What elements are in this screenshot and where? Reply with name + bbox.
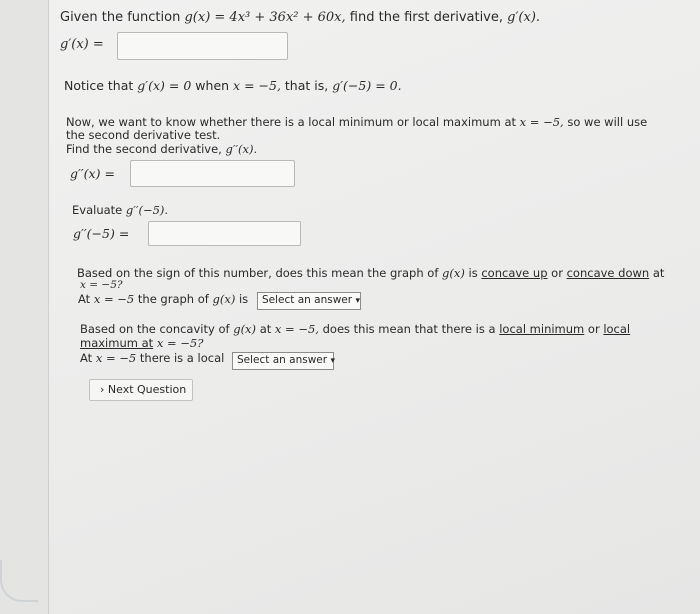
chevron-down-icon: ▾ bbox=[355, 296, 360, 306]
extremum-question-line2: maximum at x = −5? bbox=[80, 336, 204, 350]
extremum-question: Based on the concavity of g(x) at x = −5, does this mean that there is a local minimum or local bbox=[80, 322, 631, 336]
first-derivative-input[interactable] bbox=[117, 32, 288, 60]
paper-curl-decoration bbox=[0, 560, 38, 602]
evaluate-input[interactable] bbox=[148, 221, 301, 246]
first-derivative-label: g′(x) = bbox=[60, 37, 104, 52]
chevron-down-icon: ▾ bbox=[330, 356, 335, 366]
concavity-question-x: x = −5? bbox=[80, 279, 123, 291]
evaluate-heading: Evaluate g′′(−5). bbox=[72, 203, 169, 217]
concavity-answer-text: At x = −5 the graph of g(x) is bbox=[78, 292, 249, 306]
problem-intro: Given the function g(x) = 4x³ + 36x² + 60x, find the first derivative, g′(x). bbox=[60, 10, 541, 25]
second-derivative-input[interactable] bbox=[130, 160, 295, 187]
next-question-button[interactable]: › Next Question bbox=[89, 379, 193, 401]
second-test-line1: Now, we want to know whether there is a local minimum or local maximum at x = −5, so we will use bbox=[66, 115, 648, 129]
notice-text: Notice that g′(x) = 0 when x = −5, that is, g′(−5) = 0. bbox=[64, 78, 402, 93]
evaluate-label: g′′(−5) = bbox=[73, 226, 130, 241]
local-minimum-link[interactable]: local minimum bbox=[499, 322, 585, 336]
second-derivative-label: g′′(x) = bbox=[70, 166, 115, 181]
chevron-right-icon: › bbox=[100, 383, 105, 396]
find-second-derivative: Find the second derivative, g′′(x). bbox=[66, 142, 258, 156]
concave-down-link[interactable]: concave down bbox=[566, 266, 650, 280]
extremum-answer-text: At x = −5 there is a local bbox=[80, 351, 225, 365]
local-maximum-link[interactable]: local bbox=[603, 322, 631, 336]
concavity-dropdown[interactable]: Select an answer ▾ bbox=[257, 292, 361, 310]
second-test-line2: the second derivative test. bbox=[66, 128, 221, 142]
extremum-dropdown[interactable]: Select an answer ▾ bbox=[232, 352, 334, 370]
concavity-question: Based on the sign of this number, does this mean the graph of g(x) is concave up or concave down at bbox=[77, 266, 665, 280]
concave-up-link[interactable]: concave up bbox=[481, 266, 548, 280]
